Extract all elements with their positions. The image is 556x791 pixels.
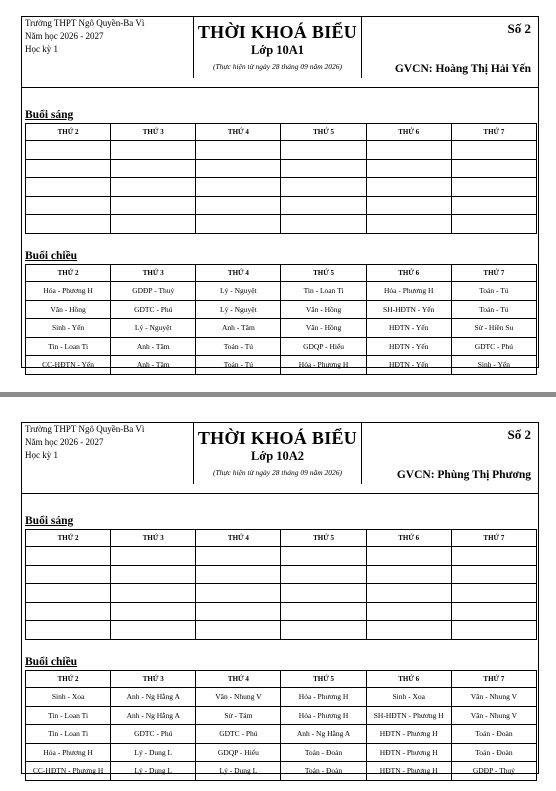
- divider: [22, 87, 538, 88]
- morning-heading: Buổi sáng: [25, 109, 74, 121]
- lesson-cell: [366, 602, 451, 621]
- day-header: THỨ 3: [111, 671, 196, 688]
- lesson-cell: [111, 602, 196, 621]
- lesson-cell: HĐTN - Phương H: [366, 725, 451, 744]
- lesson-cell: Hóa - Phương H: [281, 688, 366, 707]
- lesson-cell: [281, 141, 366, 160]
- day-header: THỨ 7: [451, 124, 536, 141]
- day-header: THỨ 7: [451, 265, 536, 282]
- day-header: THỨ 6: [366, 265, 451, 282]
- day-header: THỨ 4: [196, 530, 281, 547]
- lesson-cell: GDQP - Hiếu: [281, 337, 366, 356]
- lesson-cell: [26, 602, 111, 621]
- school-year: Năm học 2026 - 2027: [25, 31, 104, 41]
- lesson-cell: [196, 159, 281, 178]
- lesson-cell: [451, 141, 536, 160]
- lesson-cell: [366, 547, 451, 566]
- lesson-cell: [451, 178, 536, 197]
- lesson-cell: [26, 621, 111, 640]
- afternoon-table: [25, 670, 537, 781]
- lesson-cell: Văn - Hồng: [281, 319, 366, 338]
- day-header: THỨ 3: [111, 124, 196, 141]
- lesson-cell: [451, 621, 536, 640]
- day-header: THỨ 5: [281, 124, 366, 141]
- lesson-cell: [196, 196, 281, 215]
- table-row: [26, 621, 537, 640]
- day-header: THỨ 7: [451, 530, 536, 547]
- table-row: [26, 159, 537, 178]
- lesson-cell: HĐTN - Yến: [366, 337, 451, 356]
- lesson-cell: Toán - Đoàn: [451, 743, 536, 762]
- lesson-cell: Anh - Tâm: [111, 337, 196, 356]
- homeroom-teacher: GVCN: Phùng Thị Phương: [396, 469, 531, 481]
- lesson-cell: [26, 565, 111, 584]
- day-header-row: [26, 671, 537, 688]
- lesson-cell: Sinh - Yến: [26, 319, 111, 338]
- lesson-cell: [26, 215, 111, 234]
- lesson-cell: Văn - Nhung V: [196, 688, 281, 707]
- timetable-10a1: [21, 16, 539, 368]
- table-row: [26, 215, 537, 234]
- lesson-cell: [26, 584, 111, 603]
- table-row: [26, 282, 537, 301]
- lesson-cell: [26, 547, 111, 566]
- lesson-cell: GDĐP - Thuỷ: [451, 762, 536, 781]
- effective-date: (Thực hiện từ ngày 28 tháng 09 năm 2026): [212, 62, 342, 71]
- lesson-cell: [111, 621, 196, 640]
- day-header-row: [26, 124, 537, 141]
- day-header: THỨ 7: [451, 671, 536, 688]
- lesson-cell: [196, 215, 281, 234]
- table-row: [26, 762, 537, 781]
- lesson-cell: [366, 141, 451, 160]
- table-row: [26, 178, 537, 197]
- lesson-cell: [451, 602, 536, 621]
- title-box: [194, 17, 362, 78]
- table-row: [26, 565, 537, 584]
- lesson-cell: Sử - Hiền Su: [451, 319, 536, 338]
- school-name: Trường THPT Ngô Quyền-Ba Vì: [25, 18, 145, 28]
- lesson-cell: [366, 584, 451, 603]
- lesson-cell: [111, 178, 196, 197]
- lesson-cell: CC-HĐTN - Yến: [26, 356, 111, 375]
- lesson-cell: Văn - Hồng: [281, 300, 366, 319]
- lesson-cell: Sinh - Yến: [451, 356, 536, 375]
- lesson-cell: [366, 178, 451, 197]
- afternoon-heading: Buổi chiều: [25, 250, 78, 262]
- divider: [22, 493, 538, 494]
- lesson-cell: [281, 159, 366, 178]
- school-info: [22, 423, 194, 484]
- homeroom-teacher: GVCN: Hoàng Thị Hải Yến: [394, 63, 531, 75]
- lesson-cell: Sử - Tám: [196, 706, 281, 725]
- lesson-cell: Văn - Nhung V: [451, 706, 536, 725]
- lesson-cell: [366, 159, 451, 178]
- day-header: THỨ 2: [26, 671, 111, 688]
- school-year: Năm học 2026 - 2027: [25, 437, 104, 447]
- day-header: THỨ 5: [281, 530, 366, 547]
- page-title: THỜI KHOÁ BIỂU: [197, 428, 358, 448]
- day-header: THỨ 2: [26, 124, 111, 141]
- day-header: THỨ 6: [366, 530, 451, 547]
- lesson-cell: [281, 602, 366, 621]
- semester: Học kỳ 1: [25, 450, 58, 460]
- effective-date: (Thực hiện từ ngày 28 tháng 09 năm 2026): [212, 468, 342, 477]
- lesson-cell: [111, 584, 196, 603]
- lesson-cell: Tin - Loan Ti: [26, 725, 111, 744]
- table-row: [26, 337, 537, 356]
- lesson-cell: GDĐP - Thuỷ: [111, 282, 196, 301]
- table-row: [26, 356, 537, 375]
- lesson-cell: [281, 215, 366, 234]
- lesson-cell: [26, 159, 111, 178]
- afternoon-heading: Buổi chiều: [25, 656, 78, 668]
- lesson-cell: Tin - Loan Ti: [26, 706, 111, 725]
- lesson-cell: HĐTN - Yến: [366, 356, 451, 375]
- lesson-cell: SH-HĐTN - Phương H: [366, 706, 451, 725]
- timetable-header: [22, 423, 538, 484]
- morning-heading: Buổi sáng: [25, 515, 74, 527]
- lesson-cell: Anh - Ng Hằng A: [281, 725, 366, 744]
- lesson-cell: Hóa - Phương H: [281, 356, 366, 375]
- table-row: [26, 725, 537, 744]
- lesson-cell: [451, 584, 536, 603]
- lesson-cell: Lý - Dung L: [111, 762, 196, 781]
- lesson-cell: Hóa - Phương H: [26, 282, 111, 301]
- afternoon-table: [25, 264, 537, 375]
- lesson-cell: SH-HĐTN - Yến: [366, 300, 451, 319]
- lesson-cell: HĐTN - Phương H: [366, 743, 451, 762]
- lesson-cell: [281, 621, 366, 640]
- lesson-cell: [196, 547, 281, 566]
- lesson-cell: [111, 215, 196, 234]
- class-name: Lớp 10A1: [250, 43, 305, 57]
- lesson-cell: [366, 565, 451, 584]
- lesson-cell: [196, 621, 281, 640]
- day-header-row: [26, 265, 537, 282]
- lesson-cell: [196, 602, 281, 621]
- day-header: THỨ 5: [281, 671, 366, 688]
- lesson-cell: Sinh - Xoa: [26, 688, 111, 707]
- lesson-cell: Văn - Hồng: [26, 300, 111, 319]
- lesson-cell: [111, 565, 196, 584]
- lesson-cell: Lý - Dung L: [111, 743, 196, 762]
- table-row: [26, 300, 537, 319]
- lesson-cell: [451, 565, 536, 584]
- lesson-cell: Toán - Đoàn: [451, 725, 536, 744]
- lesson-cell: [111, 547, 196, 566]
- day-header: THỨ 6: [366, 124, 451, 141]
- lesson-cell: Toán - Tú: [196, 356, 281, 375]
- school-name: Trường THPT Ngô Quyền-Ba Vì: [25, 424, 145, 434]
- lesson-cell: [111, 141, 196, 160]
- page-separator: [0, 392, 556, 397]
- lesson-cell: Anh - Ng Hằng A: [111, 688, 196, 707]
- table-row: [26, 688, 537, 707]
- lesson-cell: Toán - Tú: [451, 300, 536, 319]
- lesson-cell: [281, 547, 366, 566]
- lesson-cell: Hóa - Phương H: [281, 706, 366, 725]
- day-header: THỨ 5: [281, 265, 366, 282]
- lesson-cell: Toán - Tú: [196, 337, 281, 356]
- lesson-cell: Anh - Tâm: [111, 356, 196, 375]
- lesson-cell: Sinh - Xoa: [366, 688, 451, 707]
- day-header-row: [26, 530, 537, 547]
- table-row: [26, 547, 537, 566]
- lesson-cell: [366, 196, 451, 215]
- semester: Học kỳ 1: [25, 44, 58, 54]
- table-row: [26, 196, 537, 215]
- lesson-cell: [111, 196, 196, 215]
- lesson-cell: Tin - Loan Ti: [281, 282, 366, 301]
- class-name: Lớp 10A2: [250, 449, 305, 463]
- lesson-cell: [451, 215, 536, 234]
- lesson-cell: Tin - Loan Ti: [26, 337, 111, 356]
- day-header: THỨ 6: [366, 671, 451, 688]
- lesson-cell: Lý - Nguyệt: [111, 319, 196, 338]
- lesson-cell: Anh - Ng Hằng A: [111, 706, 196, 725]
- day-header: THỨ 4: [196, 671, 281, 688]
- lesson-cell: GDQP - Hiếu: [196, 743, 281, 762]
- lesson-cell: [281, 565, 366, 584]
- lesson-cell: Lý - Nguyệt: [196, 282, 281, 301]
- lesson-cell: Hóa - Phương H: [366, 282, 451, 301]
- lesson-cell: Toán - Tú: [451, 282, 536, 301]
- table-row: [26, 319, 537, 338]
- lesson-cell: GDTC - Phú: [196, 725, 281, 744]
- lesson-cell: [281, 178, 366, 197]
- table-row: [26, 706, 537, 725]
- document-number: Số 2: [507, 21, 531, 36]
- lesson-cell: [26, 141, 111, 160]
- day-header: THỨ 3: [111, 530, 196, 547]
- lesson-cell: Lý - Nguyệt: [196, 300, 281, 319]
- lesson-cell: [26, 196, 111, 215]
- page-title: THỜI KHOÁ BIỂU: [197, 22, 358, 42]
- day-header: THỨ 2: [26, 265, 111, 282]
- table-row: [26, 743, 537, 762]
- lesson-cell: [281, 196, 366, 215]
- table-row: [26, 602, 537, 621]
- timetable-10a2: [21, 422, 539, 774]
- lesson-cell: [196, 584, 281, 603]
- table-row: [26, 584, 537, 603]
- day-header: THỨ 4: [196, 124, 281, 141]
- morning-table: [25, 123, 537, 234]
- lesson-cell: [451, 547, 536, 566]
- lesson-cell: [196, 141, 281, 160]
- lesson-cell: GDTC - Phú: [111, 725, 196, 744]
- lesson-cell: Văn - Nhung V: [451, 688, 536, 707]
- day-header: THỨ 4: [196, 265, 281, 282]
- timetable-header: [22, 17, 538, 78]
- table-row: [26, 141, 537, 160]
- lesson-cell: GDTC - Phú: [451, 337, 536, 356]
- school-info: [22, 17, 194, 78]
- lesson-cell: HĐTN - Phương H: [366, 762, 451, 781]
- lesson-cell: Hóa - Phương H: [26, 743, 111, 762]
- lesson-cell: [366, 621, 451, 640]
- lesson-cell: CC-HĐTN - Phương H: [26, 762, 111, 781]
- lesson-cell: HĐTN - Yến: [366, 319, 451, 338]
- lesson-cell: [26, 178, 111, 197]
- morning-table: [25, 529, 537, 640]
- lesson-cell: GDTC - Phú: [111, 300, 196, 319]
- lesson-cell: [451, 196, 536, 215]
- lesson-cell: [196, 178, 281, 197]
- day-header: THỨ 2: [26, 530, 111, 547]
- lesson-cell: Anh - Tâm: [196, 319, 281, 338]
- lesson-cell: [281, 584, 366, 603]
- day-header: THỨ 3: [111, 265, 196, 282]
- lesson-cell: Toán - Đoàn: [281, 762, 366, 781]
- lesson-cell: [111, 159, 196, 178]
- lesson-cell: [196, 565, 281, 584]
- lesson-cell: Lý - Dung L: [196, 762, 281, 781]
- title-box: [194, 423, 362, 484]
- lesson-cell: [366, 215, 451, 234]
- document-number: Số 2: [507, 427, 531, 442]
- lesson-cell: Toán - Đoàn: [281, 743, 366, 762]
- lesson-cell: [451, 159, 536, 178]
